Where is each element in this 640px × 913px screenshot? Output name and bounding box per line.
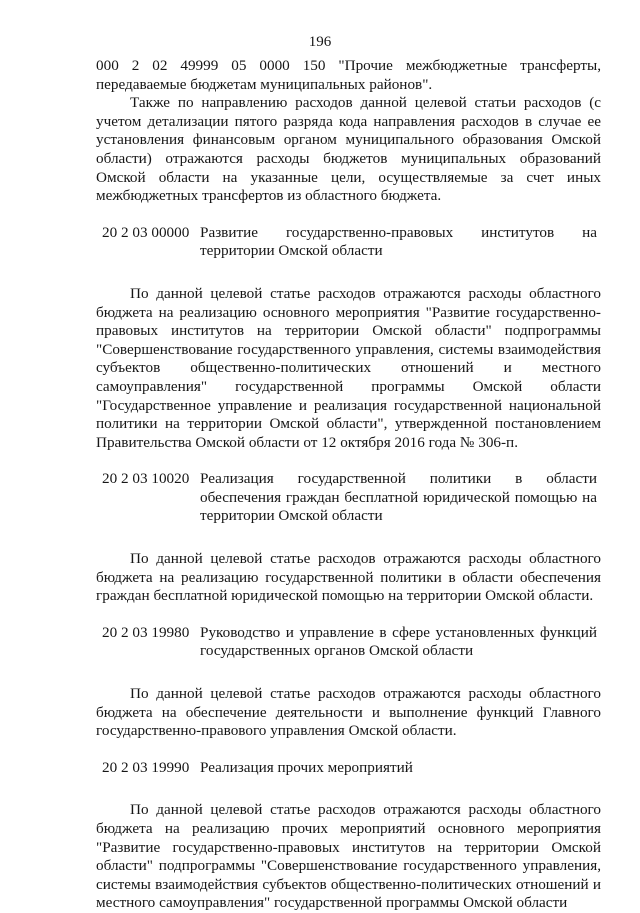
paragraph: 000 2 02 49999 05 0000 150 "Прочие межбюджетные трансферты, передаваемые бюджетам муниципальных районов". [96,57,601,93]
paragraph: По данной целевой статье расходов отражаются расходы областного бюджета на реализацию прочих мероприятий основного мероприятия "Развитие государственно-правовых институтов на территории Омской области" подпрограммы "Совершенствование государственного управления, системы взаимодействия субъектов общественно-политических отношений и местного самоуправления" государственной программы Омской области [96,801,601,912]
paragraph: Также по направлению расходов данной целевой статьи расходов (с учетом детализации пятого разряда кода направления расходов в случае ее установления финансовым органом муниципального образования Омской области) отражаются расходы бюджетов муниципальных образований Омской области на указанные цели, осуществляемые за счет иных межбюджетных трансфертов из областного бюджета. [96,94,601,205]
page-number: 196 [308,34,332,50]
budget-code: 20 2 03 19990 [102,758,190,776]
budget-code-entry [96,224,601,261]
budget-code: 20 2 03 19980 [102,623,190,641]
paragraph: По данной целевой статье расходов отражаются расходы областного бюджета на обеспечение деятельности и выполнение функций Главного государственно-правового управления Омской области. [96,685,601,740]
budget-code-entry [96,624,601,661]
budget-code-entry [96,759,601,778]
budget-code-title: Реализация прочих мероприятий [200,758,413,776]
budget-code-title: Развитие государственно-правовых институтов на территории Омской области [200,223,597,260]
budget-code: 20 2 03 00000 [102,223,190,241]
paragraph: По данной целевой статье расходов отражаются расходы областного бюджета на реализацию государственной политики в области обеспечения граждан бесплатной юридической помощью на территории Омской области. [96,550,601,605]
budget-code-entry [96,470,601,526]
paragraph: По данной целевой статье расходов отражаются расходы областного бюджета на реализацию основного мероприятия "Развитие государственно-правовых институтов на территории Омской области" подпрограммы "Совершенствование государственного управления, системы взаимодействия субъектов общественно-политических отношений и местного самоуправления" государственной программы Омской области "Государственное управление и реализация государственной национальной политики на территории Омской области", утвержденной постановлением Правительства Омской области от 12 октября 2016 года № 306-п. [96,284,601,451]
budget-code-title: Руководство и управление в сфере установленных функций государственных органов Омской области [200,623,597,660]
budget-code: 20 2 03 10020 [102,470,190,488]
document-body [96,57,601,913]
budget-code-title: Реализация государственной политики в области обеспечения граждан бесплатной юридической помощью на территории Омской области [200,470,597,525]
